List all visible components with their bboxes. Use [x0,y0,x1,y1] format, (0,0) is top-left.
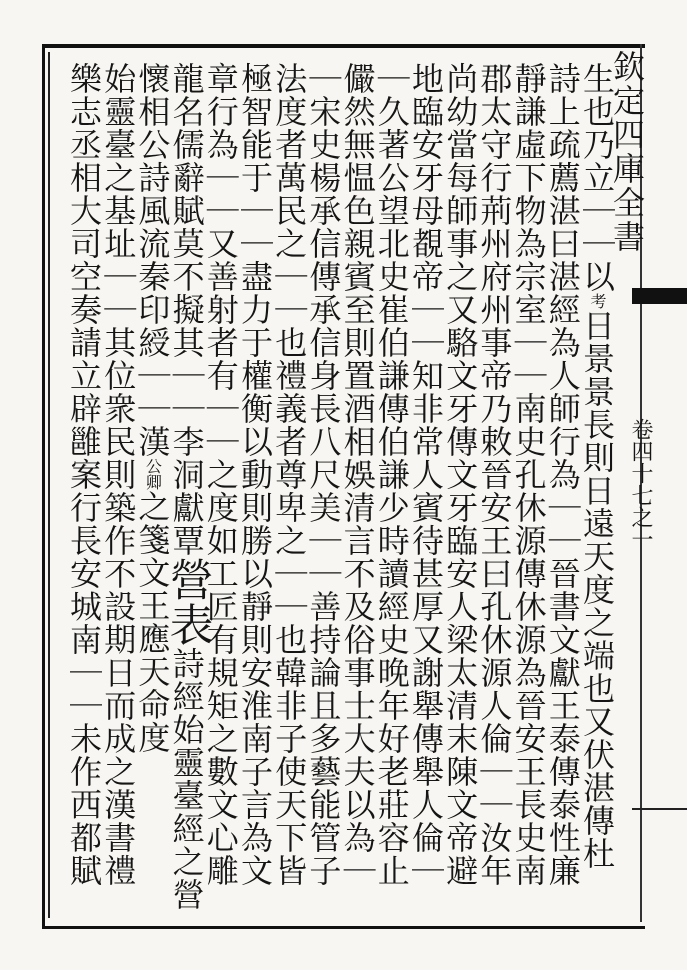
fish-tail-mark [632,288,687,304]
margin-tick-mark [632,808,687,810]
text-segment: 法度者萬民之｜｜也禮義者尊卑之｜｜也韓非子使天下皆 [270,62,309,887]
text-column-3 [509,62,548,917]
text-column-6 [409,62,443,917]
text-segment: 樂志丞相大司空奏請立辟雝案行長安城南｜｜未作西都賦 [65,62,103,887]
interlinear-note: 公卿 [143,458,163,490]
text-segment: 極智能于｜｜盡力于權衡以動則勝以靜則安淮南子言為文 [236,62,274,887]
text-column-5 [441,62,480,917]
text-segment: 始靈臺之基址｜｜其位衆民則築作不設期日而成之漢書禮 [99,62,138,887]
book-title: 欽定四庫全書 [608,50,646,254]
volume-label: 卷四十七之一 [628,418,653,550]
text-segment: 之箋文王應天命度 [133,490,172,754]
text-segment: 尚幼當每師事之又駱文牙傳文牙臨安人梁太清末陳文帝避 [441,62,480,887]
text-segment: 龍名儒辭賦莫不擬其｜｜李洞獻覃 [167,62,206,557]
text-segment: 日景景長則日遠天度之端也又伏湛傳杜 [578,309,616,870]
text-segment: 地臨安牙母覩帝｜｜知非常人賓待甚厚又謝舉傳舉人倫｜ [407,62,445,887]
text-column-4 [475,62,514,917]
text-segment: 生也乃立｜｜以 [578,62,616,293]
text-column-12 [201,62,240,917]
text-segment: 詩上疏薦湛曰湛經為人師行為｜｜晉書文獻王泰傳泰性廉 [543,62,582,887]
text-column-11 [238,62,272,917]
text-segment: 儼然無愠色親賓至則置酒相娛清言不及俗事士大夫以為｜ [338,62,377,887]
text-segment: 章行為｜｜又善射者有｜｜之度如工匠有規矩之數文心雕 [201,62,240,887]
inner-border-line [48,52,50,918]
interlinear-note: 考 [588,293,607,309]
text-column-15 [99,62,138,917]
text-column-7 [372,62,411,917]
heading-characters: 營表 [161,557,213,647]
text-segment: 郡太守行荊州府州事帝乃敕晉安王曰孔休源人倫｜｜汝年 [475,62,514,887]
text-segment: ｜久著公望北史崔伯謙傳伯謙少時讀經史晚年好老莊容止 [372,62,411,887]
text-column-16 [67,62,101,917]
text-column-14 [133,62,172,917]
text-segment: 詩經始靈臺經之營 [167,647,206,911]
text-column-2 [543,62,582,917]
text-segment: ｜宋史楊承信傳承信身長八尺美｜｜善持論且多藝能管子 [304,62,343,887]
text-column-13 [161,62,213,917]
text-column-10 [270,62,309,917]
text-column-8 [338,62,377,917]
text-segment: 靜謙虛下物為宗室｜｜南史孔休源傳休源為晉安王長史南 [509,62,548,887]
text-column-9 [304,62,343,917]
text-segment: 懷相公詩風流秦印綬｜｜漢 [133,62,172,458]
text-column-1 [580,62,614,917]
